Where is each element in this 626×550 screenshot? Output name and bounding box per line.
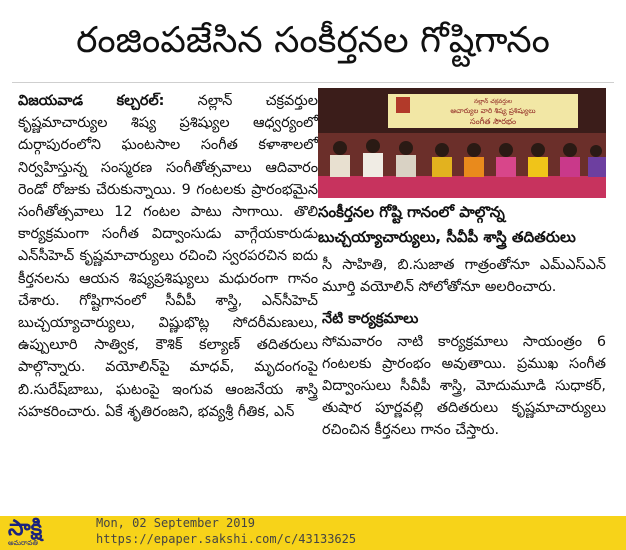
photo-caption: సంకీర్తనల గోష్టి గానంలో పాల్గొన్న బుచ్చయ్యాచార్యులు, సీవీపీ శాస్త్రి తదితరులు [318,203,576,246]
musician-2-head [366,139,380,153]
stage-photo [318,88,606,198]
singer-6-body [588,157,606,177]
musician-3-body [396,155,416,177]
singer-1-head [435,143,449,157]
article-body-text: నల్లాన్‌ చక్రవర్తుల కృష్ణమాచార్యుల శిష్య ప్రశిష్యుల ఆధ్వర్యంలో దుర్గాపురంలోని ఘంటసాల సంగీత కళాశాలలో నిర్వహిస్తున్న సంస్మరణ సంగీతోత్సవాలు ఆదివారం రెండో రోజుకు చేరుకున్నాయి. 9 గంటలకు ప్రారంభమైన సంగీతోత్సవాలు 12 గంటల పాటు సాగాయి. తొలి కార్యక్రమంగా సంగీత విద్వాంసుడు వాగ్గేయకారుడు ఎన్‌సీహెచ్‌ కృష్ణమాచార్యులు రచించి స్వరపరచిన ఐదు కీర్తనలను ఆయన శిష్యప్రశిష్యులు మధురంగా గానం చేశారు. గోష్టిగానంలో సీవీపీ శాస్త్రి, ఎన్‌సీహెచ్‌ బుచ్చయ్యాచార్యులు, విష్ణుభొట్ల సోదరీమణులు, ఉప్పులూరి సాత్విక, కౌశిక్‌ కల్యాణ్‌ తదితరులు పాల్గొన్నారు. వయోలిన్‌పై మాధవ్‌, మృదంగంపై బి.సురేష్‌బాబు, ఘటంపై ఇంగువ ఆంజనేయ శాస్త్రి సహకరించారు. ఏకే శృతిరంజని, భవ్యశ్రీ గీతిక, ఎన్‌ [18,93,318,420]
singer-6-head [590,145,602,157]
publication-date: Mon, 02 September 2019 [96,516,255,530]
banner-line1: నల్లాన్‌ చక్రవర్తుల [473,98,513,105]
musician-2-body [363,153,383,177]
headline-divider [12,82,614,83]
logo-text: సాక్షి [8,516,43,541]
singer-2-head [467,143,481,157]
sakshi-logo [8,518,64,548]
musician-1-body [330,155,350,177]
stage-floor [318,176,606,198]
singer-4-head [531,143,545,157]
logo-subtext: అమరావతి [8,539,38,547]
banner-portrait [396,97,410,113]
musician-3-head [399,141,413,155]
banner-line3: సంగీత సౌరభం [469,117,517,126]
musician-1-head [333,141,347,155]
article-body-left [18,90,318,423]
singer-2-body [464,157,484,177]
banner-line2: ఆచార్యుల వారి శిష్య ప్రశిష్యులు [450,107,536,115]
headline: రంజింపజేసిన సంకీర్తనల గోష్టిగానం [76,20,550,61]
article-photo [318,88,606,198]
singer-5-head [563,143,577,157]
footer-bar [0,516,626,550]
article-left-column [18,90,318,423]
singer-4-body [528,157,548,177]
dateline: విజయవాడ కల్చరల్‌: [18,93,165,109]
singer-5-body [560,157,580,177]
subheading: నేటి కార్యక్రమాలు [322,311,419,328]
singer-3-head [499,143,513,157]
article-body-right: సోమవారం నాటి కార్యక్రమాలు సాయంత్రం 6 గంటలకు ప్రారంభం అవుతాయి. ప్రముఖ సంగీత విద్వాంసులు సీవీపీ శాస్త్రి, మోదుమూడి సుధాకర్‌, తుషార పూర్ణవల్లి తదితరులు కృష్ణమాచార్యులు రచించిన కీర్తనలు గానం చేస్తారు. [322,333,606,439]
epaper-link[interactable]: https://epaper.sakshi.com/c/43133625 [96,532,357,546]
article-continuation: సీ సాహితి, బి.సుజాత గాత్రంతోనూ ఎమ్‌ఎస్‌ఎన్‌ మూర్తి వయోలిన్‌ సోలోతోనూ అలరించారు. [322,257,606,296]
singer-3-body [496,157,516,177]
article-right-column [322,254,606,442]
singer-1-body [432,157,452,177]
